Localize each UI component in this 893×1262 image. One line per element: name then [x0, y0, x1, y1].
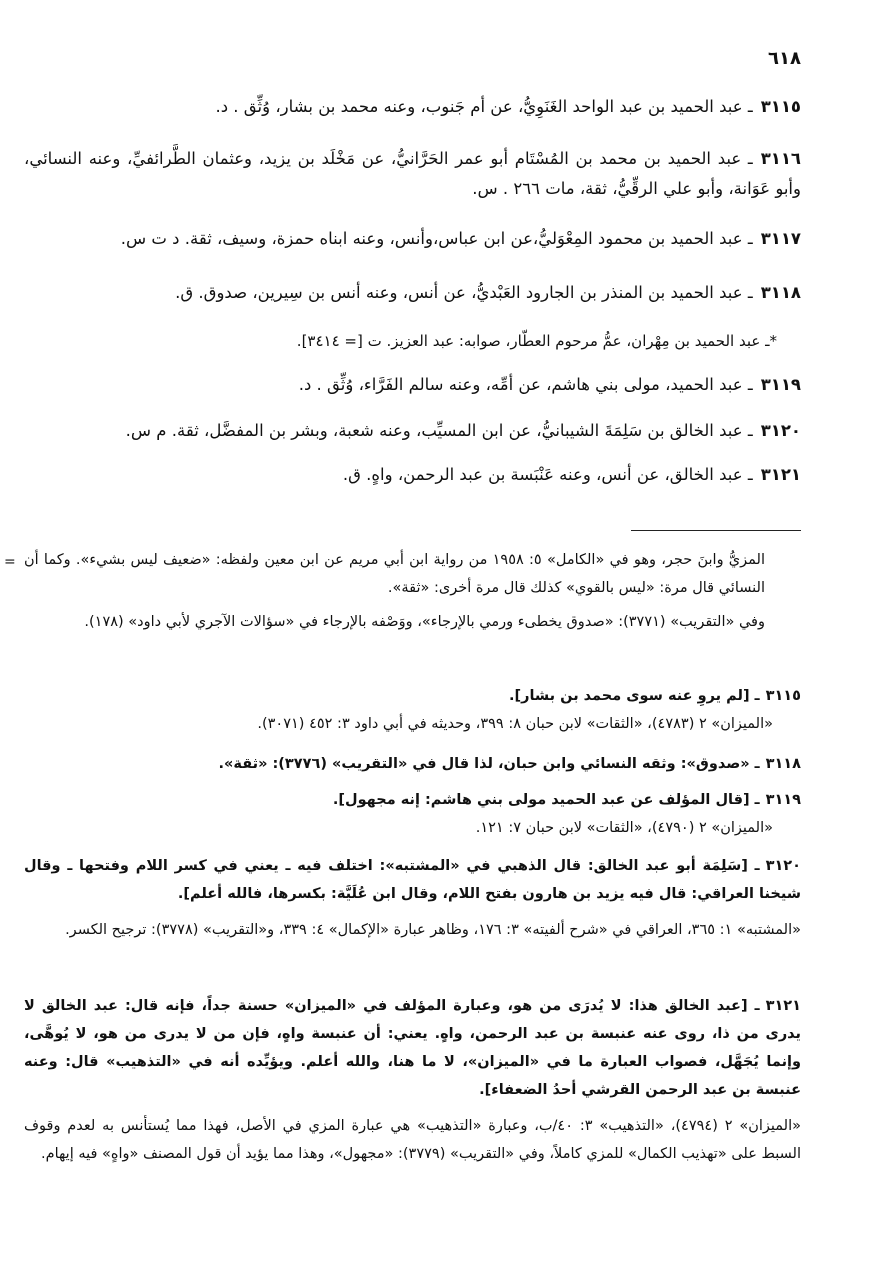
entry-text: *ـ عبد الحميد بن مِهْران، عمُّ مرحوم العطّار، صوابه: عبد العزيز. ت [= ٣٤١٤]. [296, 332, 777, 350]
entry-number: ٣١١٩ [760, 375, 801, 394]
entry-text: ـ عبد الحميد بن محمد بن المُسْتَام أبو عمر الحَرَّانيُّ، عن مَخْلَد بن يزيد، وعثمان الطَّرائفيِّ، وعنه النسائي، وأبو عَوَانة، وأبو علي الرقِّيُّ، ثقة، مات ٢٦٦ . س. [24, 149, 801, 198]
footnote-number: ٣١٢١ [765, 998, 801, 1014]
footnote-references: «الميزان» ٢ (٤٧٩٠)، «الثقات» لابن حبان ٧: ١٢١. [475, 820, 773, 836]
entry-number: ٣١١٨ [760, 283, 801, 302]
entry-text: ـ عبد الخالق بن سَلِمَةَ الشيبانيُّ، عن ابن المسيِّب، وعنه شعبة، وبشر بن المفضَّل، ثقة. م س. [125, 421, 753, 440]
footnote-lead: ـ «صدوق»: وثقه النسائي وابن حبان، لذا قال في «التقريب» (٣٧٧٦): «ثقة». [218, 756, 760, 772]
footnote-continuation-2 [24, 608, 765, 636]
footnote-number: ٣١٢٠ [765, 858, 801, 874]
footnote-3121 [24, 992, 801, 1168]
footnote-lead: ـ [سَلِمَة أبو عبد الخالق: قال الذهبي في «المشتبه»: اختلف فيه ـ يعني في كسر اللام وفتحها ـ وقال شيخنا العراقي: قال فيه يزيد بن هارون بفتح اللام، وقال ابن عُلَيَّة: بكسرها، فالله أعلم]. [24, 858, 801, 902]
continuation-mark: = [4, 554, 16, 570]
footnote-number: ٣١١٥ [765, 688, 801, 704]
footnote-text: المزيُّ وابنَ حجر، وهو في «الكامل» ٥: ١٩٥٨ من رواية ابن أبي مريم عن ابن معين ولفظه: «ضعيف ليس بشيء». وكما أن النسائي قال مرة: «ليس بالقوي» كذلك قال مرة أخرى: «ثقة». [24, 552, 765, 596]
entry-text: ـ عبد الحميد بن المنذر بن الجارود العَبْديُّ، عن أنس، وعنه أنس بن سِيرين، صدوق. ق. [175, 283, 753, 302]
entry-3120 [24, 416, 801, 446]
entry-3121 [24, 460, 801, 490]
page-number: ٦١٨ [768, 48, 801, 69]
footnote-3118 [24, 750, 801, 778]
entry-3117 [24, 224, 801, 254]
footnote-references: «الميزان» ٢ (٤٧٩٤)، «التذهيب» ٣: ٤٠/ب، وعبارة «التذهيب» هي عبارة المزي في الأصل، فهذا مما يُستأنس به لعدم وقوف السبط على «تهذيب الكمال» للمزي كاملاً، وفي «التقريب» (٣٧٧٩): «مجهول»، وهذا مما يؤيد أن قول المصنف «واهٍ» فيه إيهام. [24, 1118, 801, 1162]
entry-number: ٣١٢٠ [760, 421, 801, 440]
footnote-lead: ـ [قال المؤلف عن عبد الحميد مولى بني هاشم: إنه مجهول]. [332, 792, 760, 808]
entry-3119 [24, 370, 801, 400]
entry-text: ـ عبد الحميد، مولى بني هاشم، عن أمِّه، وعنه سالم الفَرَّاء، وُثِّق . د. [298, 375, 753, 394]
entry-number: ٣١١٦ [760, 149, 801, 168]
entry-number: ٣١١٥ [760, 97, 801, 116]
entry-text: ـ عبد الخالق، عن أنس، وعنه عَنْبَسة بن عبد الرحمن، واهٍ. ق. [342, 465, 753, 484]
footnote-number: ٣١١٨ [765, 756, 801, 772]
entry-number: ٣١١٧ [760, 229, 801, 248]
entry-3116 [24, 144, 801, 204]
entry-3118 [24, 278, 801, 308]
footnote-lead: ـ [عبد الخالق هذا: لا يُدرَى من هو، وعبارة المؤلف في «الميزان» حسنة جداً، فإنه قال: عبد الخالق لا يدرى من ذا، روى عنه عنبسة بن عبد الرحمن، واهٍ. يعني: أن عنبسة واهٍ، فإن من لا يدرى من هو، لا يُوهَّى، وإنما يُجَهَّل، فصواب العبارة ما في «الميزان»، لا ما هنا، والله أعلم. ويؤيِّده أنه في «التذهيب» قال: وعنه عنبسة بن عبد الرحمن القرشي أحدُ الضعفاء]. [24, 998, 801, 1098]
entry-text: ـ عبد الحميد بن محمود المِعْوَليُّ،عن ابن عباس،وأنس، وعنه ابناه حمزة، وسيف، ثقة. د ت س. [120, 229, 753, 248]
footnote-references: «الميزان» ٢ (٤٧٨٣)، «الثقات» لابن حبان ٨: ٣٩٩، وحديثه في أبي داود ٣: ٤٥٢ (٣٠٧١). [257, 716, 773, 732]
footnote-3119 [24, 786, 801, 842]
entry-text: ـ عبد الحميد بن عبد الواحد الغَنَوِيُّ، عن أم جَنوب، وعنه محمد بن بشار، وُثِّق . د. [215, 97, 753, 116]
entry-3115 [24, 92, 801, 122]
footnote-lead: ـ [لم يروِ عنه سوى محمد بن بشار]. [508, 688, 760, 704]
footnote-3115 [24, 682, 801, 738]
entry-cross-reference [24, 326, 777, 356]
footnote-text: وفي «التقريب» (٣٧٧١): «صدوق يخطىء ورمي بالإرجاء»، ووَصْفه بالإرجاء في «سؤالات الآجري لأبي داود» (١٧٨). [84, 614, 765, 630]
page [24, 0, 801, 1262]
footnote-references: «المشتبه» ١: ٣٦٥، العراقي في «شرح ألفيته» ٣: ١٧٦، وظاهر عبارة «الإكمال» ٤: ٣٣٩، و«التقريب» (٣٧٧٨): ترجيح الكسر. [65, 922, 801, 938]
footnote-continuation [24, 546, 765, 602]
footnote-divider [631, 530, 801, 531]
entry-number: ٣١٢١ [760, 465, 801, 484]
footnote-number: ٣١١٩ [765, 792, 801, 808]
footnote-3120 [24, 852, 801, 944]
